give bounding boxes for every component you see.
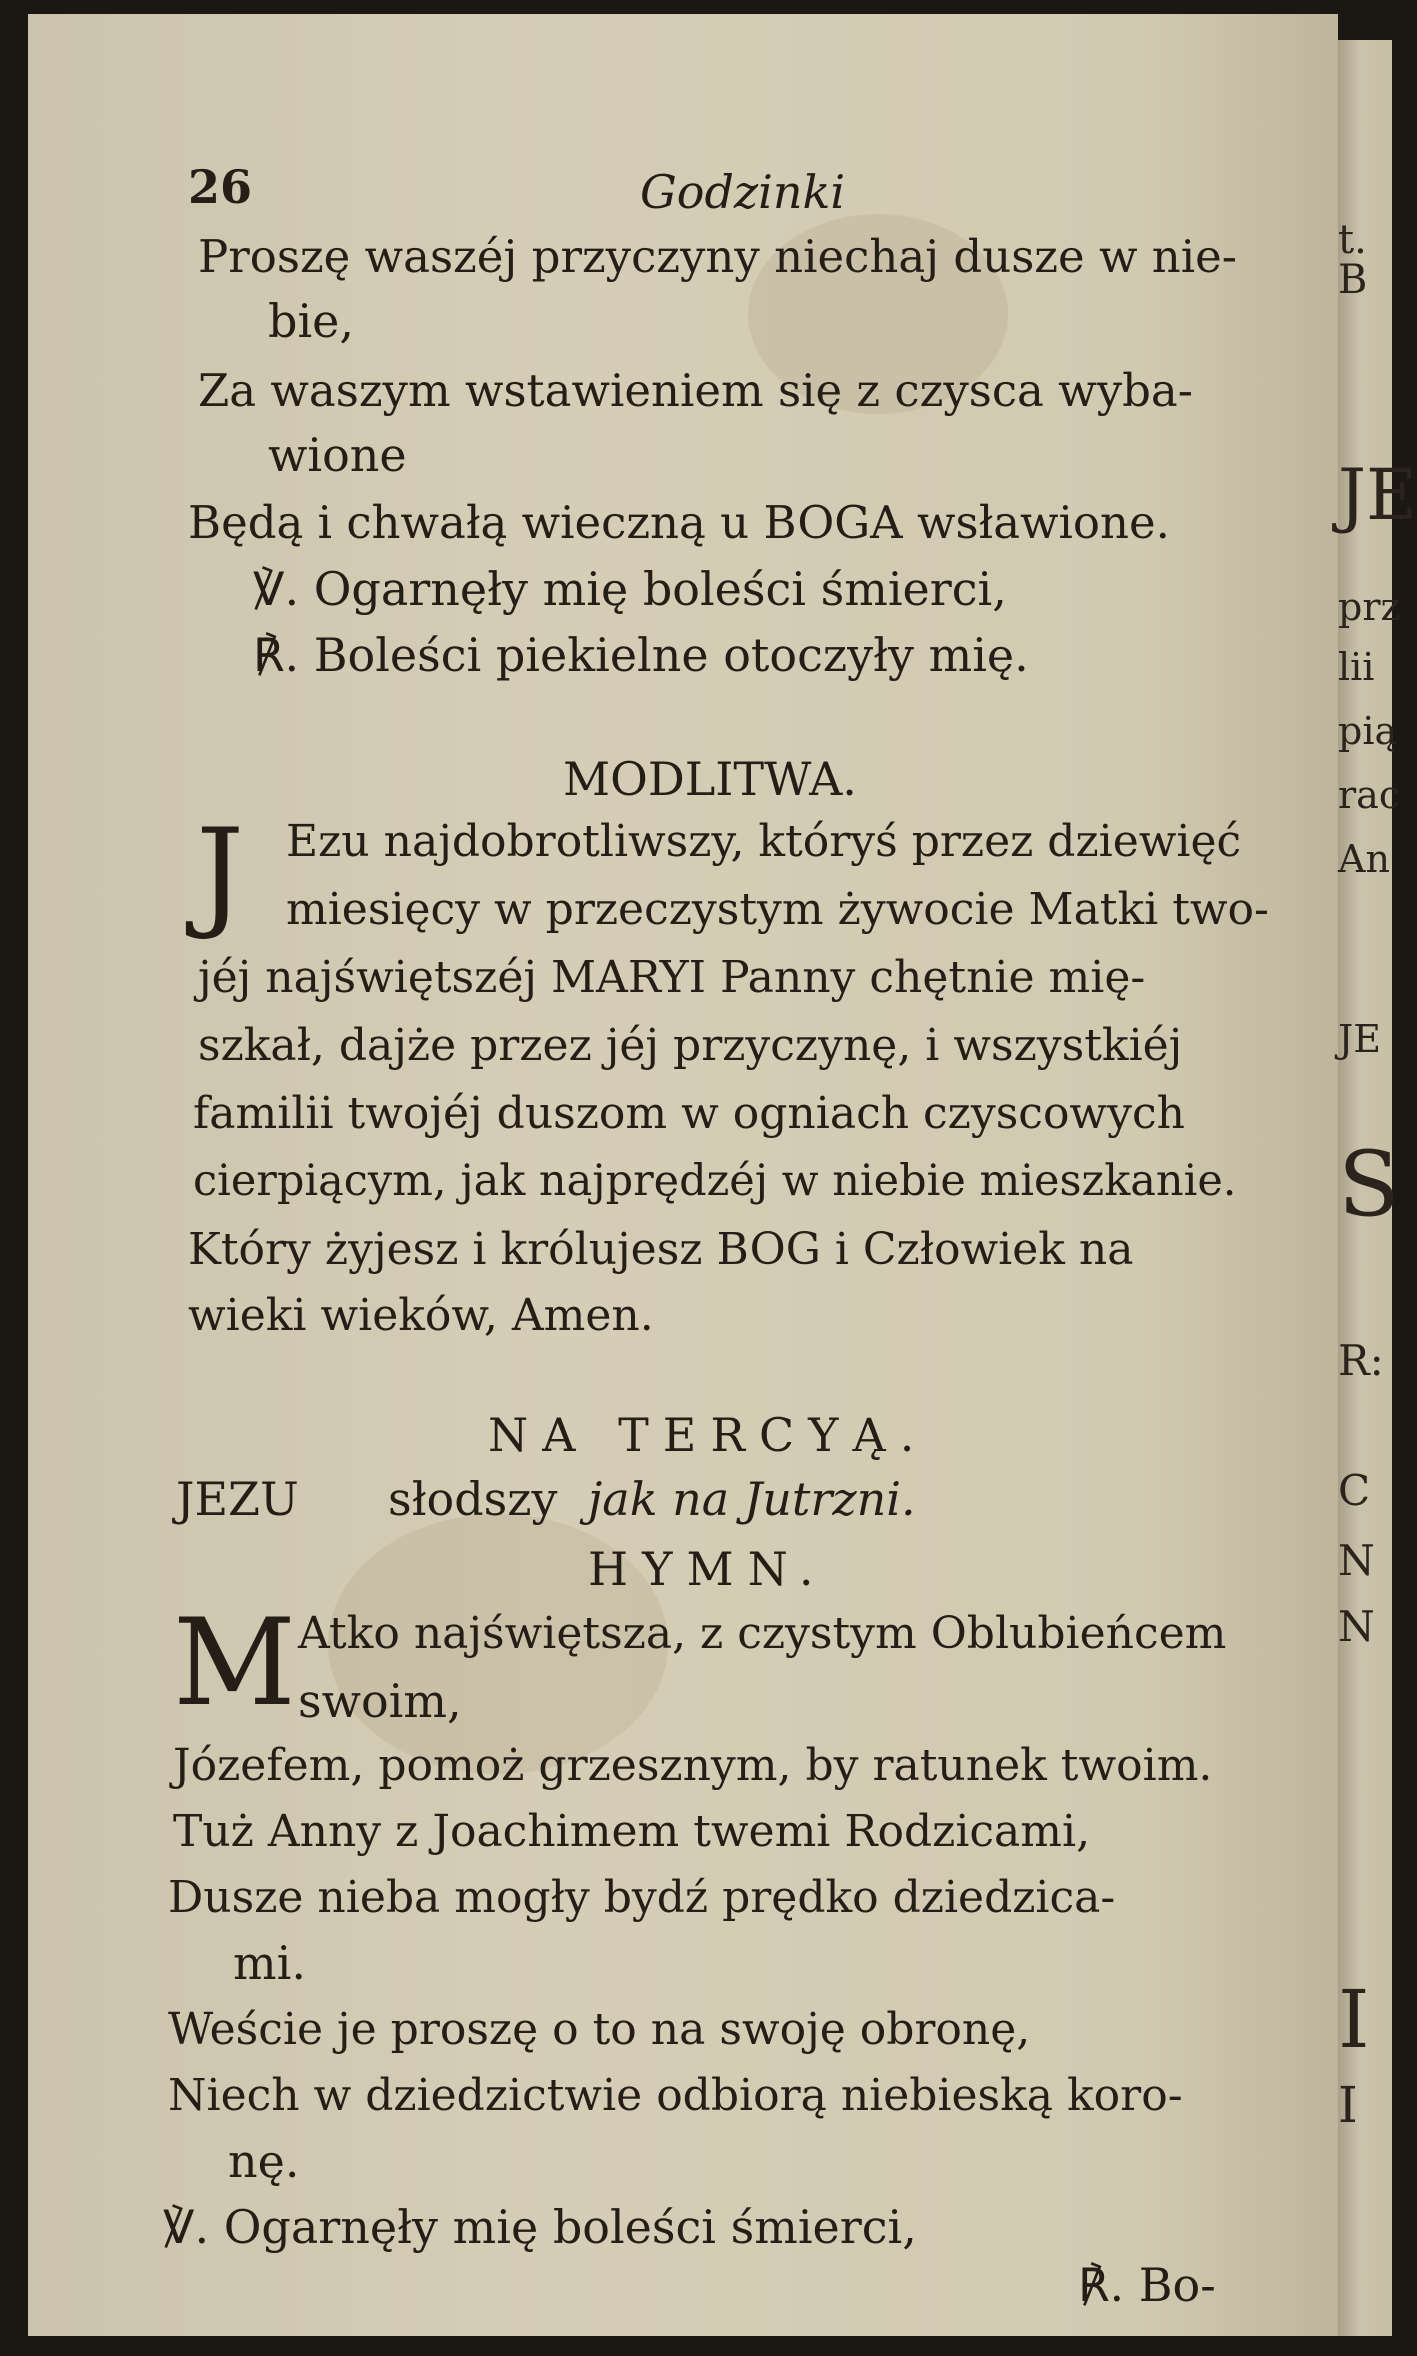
running-title: Godzinki (640, 165, 846, 219)
text-line: wione (268, 428, 407, 482)
edge-text: N (1338, 1536, 1375, 1585)
edge-text: t. B (1338, 217, 1368, 303)
text-line: Będą i chwałą wieczną u BOGA wsławione. (188, 496, 1170, 549)
edge-text: An (1338, 837, 1390, 881)
text-line: Ezu najdobrotliwszy, któryś przez dziewięć (286, 816, 1242, 867)
text-line: Niech w dziedzictwie odbiorą niebieską koro- (168, 2070, 1183, 2121)
text-line: miesięcy w przeczystym żywocie Matki two- (286, 884, 1269, 935)
text-line: Atko najświętsza, z czystym Oblubieńcem (298, 1608, 1227, 1659)
response-line: ℟. Boleści piekielne otoczyły mię. (253, 628, 1029, 682)
edge-text: I (1338, 1973, 1370, 2066)
drop-cap: M (173, 1594, 296, 1733)
hymn-title: HYMN. (588, 1542, 828, 1596)
text-line: wieki wieków, Amen. (188, 1290, 654, 1341)
versicle-line: ℣. Ogarnęły mię boleści śmierci, (253, 562, 1007, 616)
text-line: Proszę waszéj przyczyny niechaj dusze w nie- (198, 230, 1237, 283)
edge-text: N (1338, 1602, 1375, 1651)
text-line: jéj najświętszéj MARYI Panny chętnie mię- (198, 952, 1146, 1003)
page-number: 26 (188, 160, 253, 214)
edge-text: prz (1338, 585, 1401, 629)
text-line: Tuż Anny z Joachimem twemi Rodzicami, (173, 1806, 1091, 1857)
text-line: nę. (228, 2134, 300, 2188)
edge-text: C (1338, 1466, 1371, 1515)
edge-text: JE (1338, 454, 1417, 536)
text-line: Weście je proszę o to na swoję obronę, (168, 2004, 1031, 2055)
facing-page-edge (1338, 40, 1417, 2336)
edge-text: rac (1338, 773, 1401, 817)
incipit-italic: jak na Jutrzni. (588, 1472, 916, 1526)
catchword: ℟. Bo- (1078, 2258, 1216, 2312)
prayer-title: MODLITWA. (563, 752, 857, 806)
text-line: Dusze nieba mogły bydź prędko dziedzica- (168, 1872, 1116, 1923)
edge-text: JE (1338, 1017, 1381, 1061)
edge-text: R: (1338, 1336, 1384, 1385)
text-line: swoim, (298, 1674, 462, 1728)
versicle-line: ℣. Ogarnęły mię boleści śmierci, (163, 2200, 917, 2254)
edge-text: lii (1338, 645, 1375, 689)
text-line: mi. (233, 1936, 306, 1990)
text-line: Za waszym wstawieniem się z czysca wyba- (198, 364, 1193, 417)
incipit-mid: słodszy (388, 1472, 558, 1526)
drop-cap: J (196, 804, 245, 943)
text-line: Józefem, pomoż grzesznym, by ratunek twoim. (173, 1740, 1213, 1791)
text-line: familii twojéj duszom w ogniach czyscowych (193, 1088, 1185, 1139)
edge-text: pią (1338, 709, 1398, 753)
text-line: szkał, dajże przez jéj przyczynę, i wszystkiéj (198, 1020, 1183, 1071)
edge-text: I (1338, 2076, 1358, 2134)
text-line: cierpiącym, jak najprędzéj w niebie mieszkanie. (193, 1156, 1237, 1206)
incipit-roman: JEZU (176, 1472, 299, 1526)
book-page (28, 14, 1338, 2336)
text-line: bie, (268, 294, 355, 348)
edge-text: S (1338, 1132, 1400, 1237)
text-line: Który żyjesz i królujesz BOG i Człowiek na (188, 1224, 1134, 1275)
section-title: NA TERCYĄ. (488, 1408, 929, 1462)
